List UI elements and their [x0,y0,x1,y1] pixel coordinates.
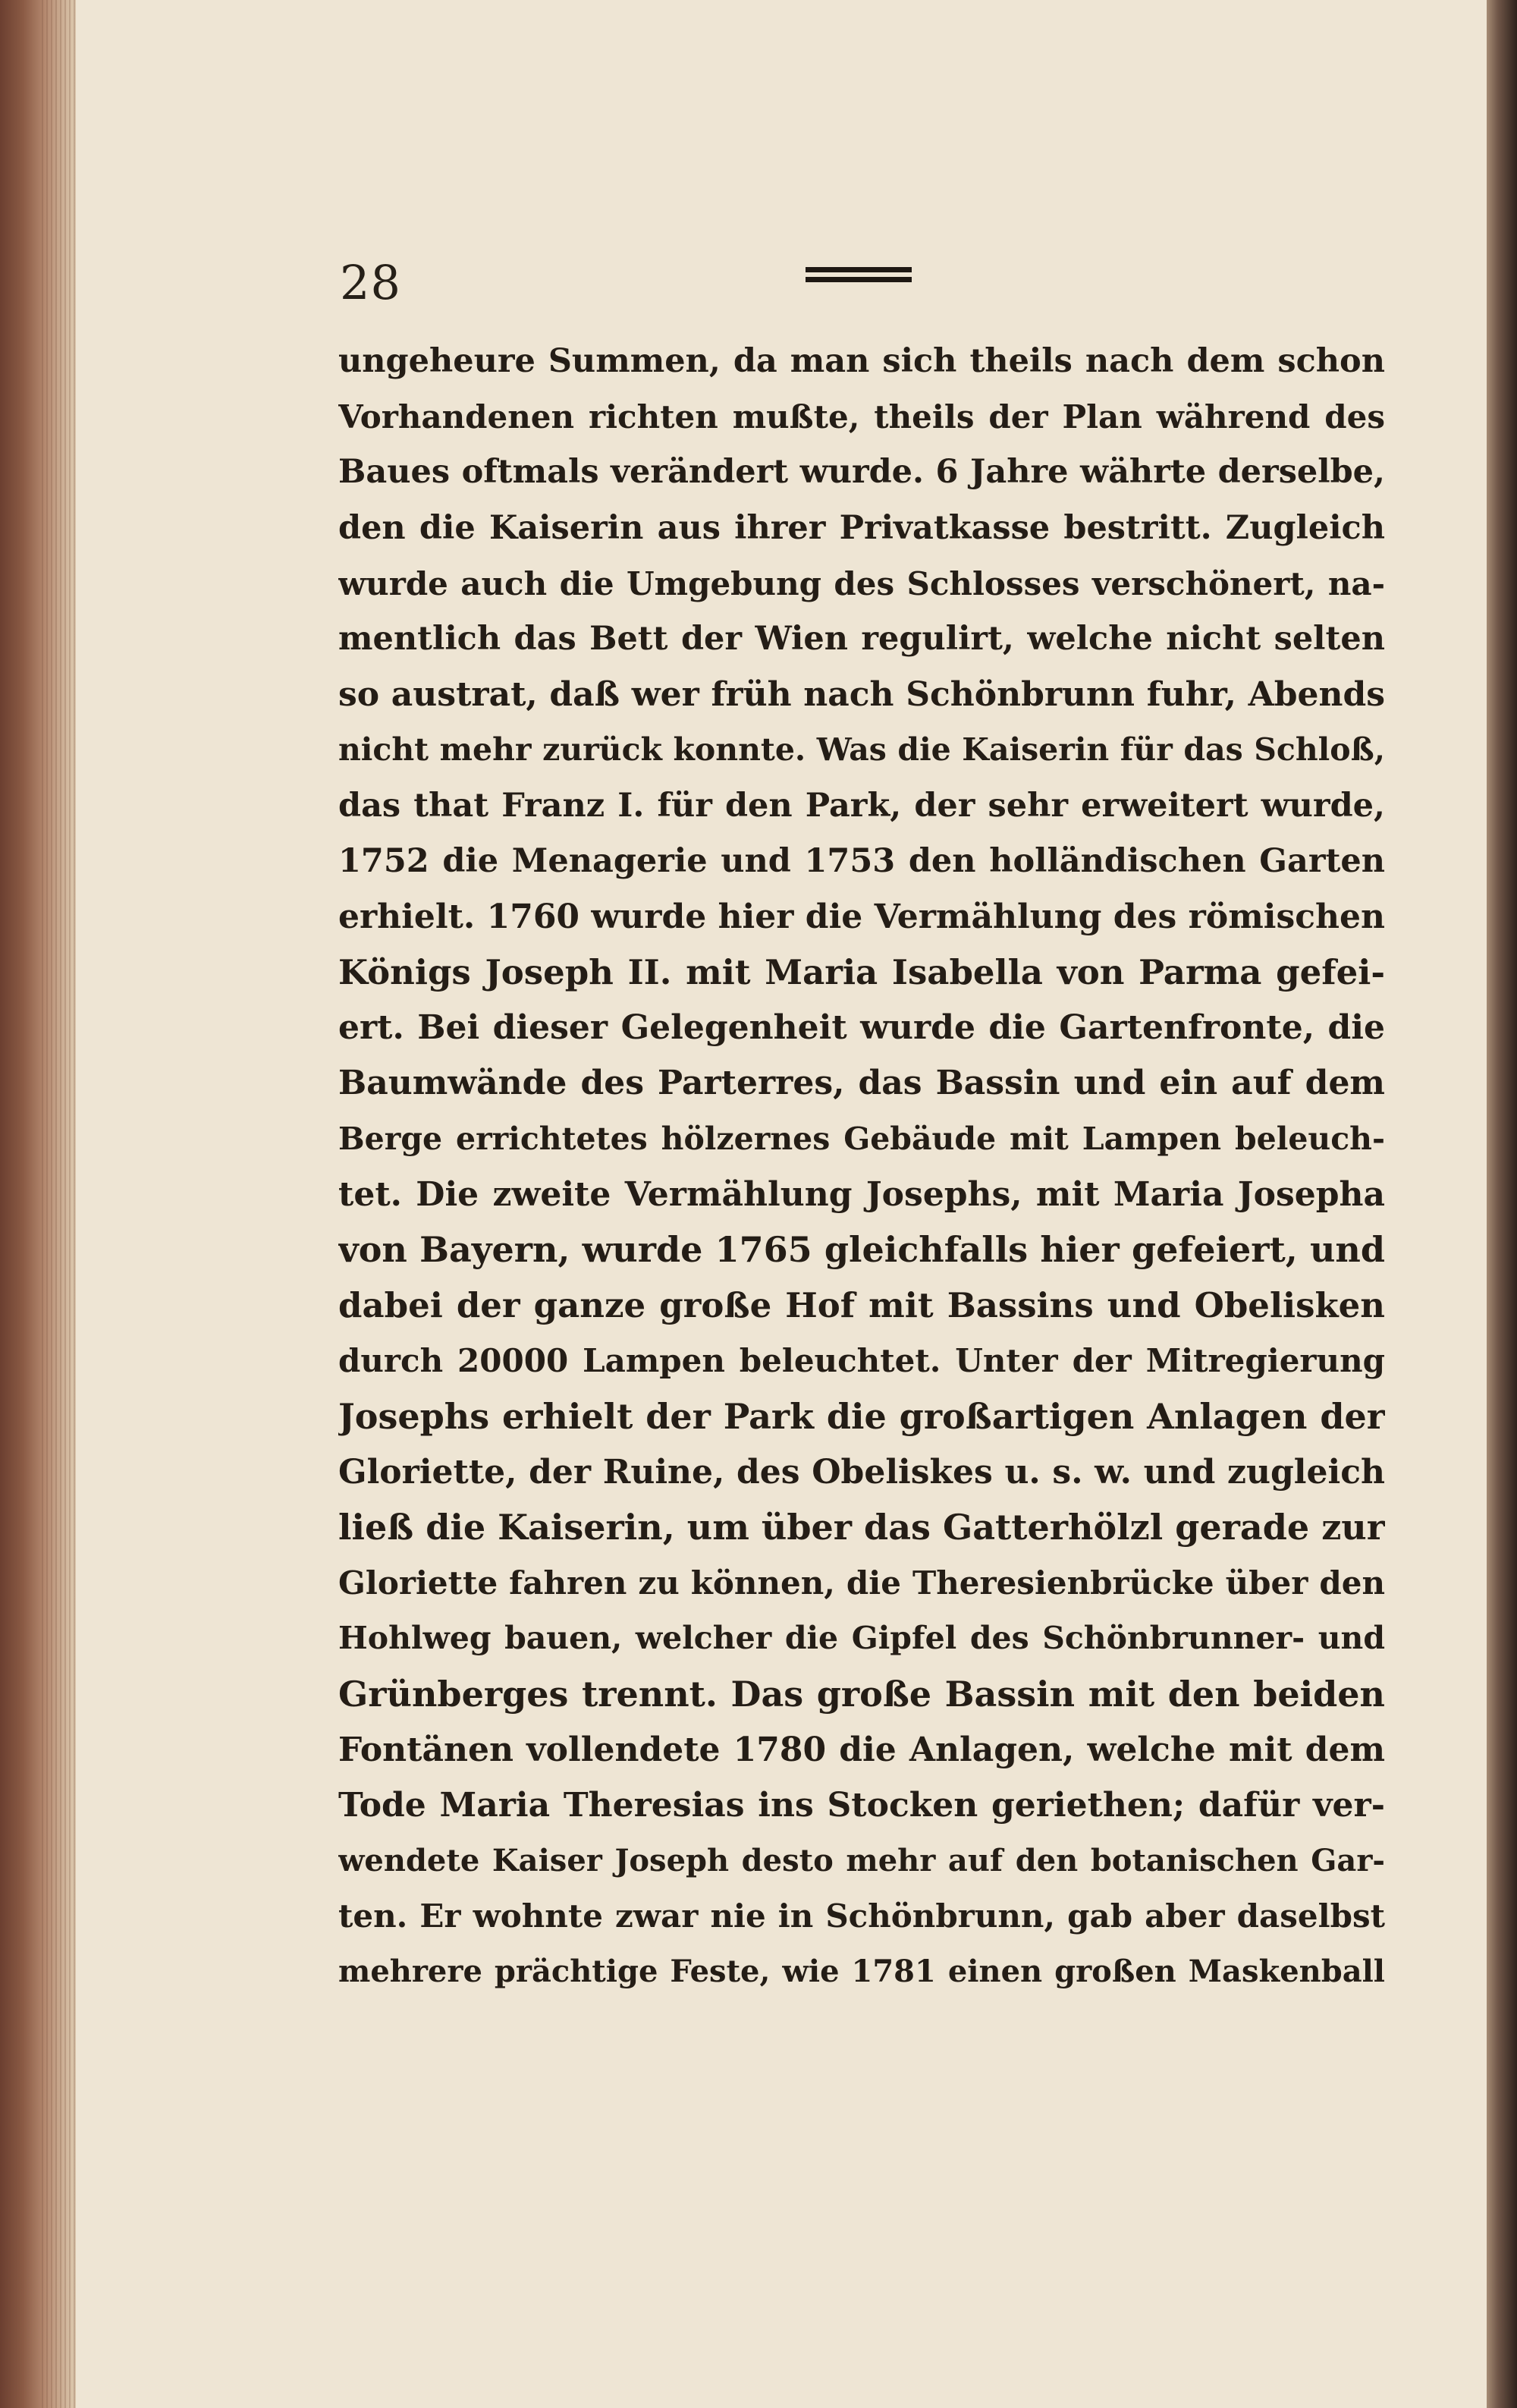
text-line: 1752 die Menagerie und 1753 den holländischen Garten [338,841,1385,880]
book-page-edges [42,0,78,2408]
text-line: mentlich das Bett der Wien regulirt, welche nicht selten [338,619,1385,658]
text-line: Königs Joseph II. mit Maria Isabella von Parma gefei- [338,952,1385,993]
text-line: ungeheure Summen, da man sich theils nach dem schon [338,342,1385,380]
text-line: von Bayern, wurde 1765 gleichfalls hier gefeiert, und [338,1229,1385,1270]
text-line: ten. Er wohnte zwar nie in Schönbrunn, gab aber daselbst [338,1897,1385,1935]
text-line: erhielt. 1760 wurde hier die Vermählung des römischen [338,897,1385,936]
body-text [338,334,1385,2000]
text-line: das that Franz I. für den Park, der sehr erweitert wurde, [338,786,1385,825]
text-line: mehrere prächtige Feste, wie 1781 einen großen Maskenball [338,1954,1385,1990]
text-line: Grünberges trennt. Das große Bassin mit den beiden [338,1673,1385,1715]
text-line: Gloriette, der Ruine, des Obeliskes u. s. w. und zugleich [338,1452,1385,1492]
header-double-rule [806,267,912,284]
text-line: Berge errichtetes hölzernes Gebäude mit Lampen beleuch- [338,1120,1385,1157]
text-line: Tode Maria Theresias ins Stocken geriethen; dafür ver- [338,1785,1385,1825]
text-line: Fontänen vollendete 1780 die Anlagen, welche mit dem [338,1730,1385,1769]
text-line: Josephs erhielt der Park die großartigen Anlagen der [338,1395,1385,1437]
text-line: Gloriette fahren zu können, die Theresienbrücke über den [338,1564,1385,1602]
text-line: wurde auch die Umgebung des Schlosses verschönert, na- [338,564,1385,602]
text-line: dabei der ganze große Hof mit Bassins und Obelisken [338,1285,1385,1326]
text-line: ließ die Kaiserin, um über das Gatterhölzl gerade zur [338,1506,1385,1548]
text-line: ert. Bei dieser Gelegenheit wurde die Gartenfronte, die [338,1008,1385,1048]
text-line: durch 20000 Lampen beleuchtet. Unter der Mitregierung [338,1342,1385,1380]
header-rule-top [806,267,912,272]
text-line: den die Kaiserin aus ihrer Privatkasse bestritt. Zugleich [338,508,1385,547]
text-line: Hohlweg bauen, welcher die Gipfel des Schönbrunner- und [338,1620,1385,1657]
text-line: Baues oftmals verändert wurde. 6 Jahre währte derselbe, [338,453,1385,492]
text-line: wendete Kaiser Joseph desto mehr auf den botanischen Gar- [338,1843,1385,1879]
text-line: nicht mehr zurück konnte. Was die Kaiserin für das Schloß, [338,731,1385,769]
page-number: 28 [340,255,401,310]
text-line: Vorhandenen richten mußte, theils der Plan während des [338,398,1385,436]
text-line: Baumwände des Parterres, das Bassin und ein auf dem [338,1064,1385,1103]
text-line: so austrat, daß wer früh nach Schönbrunn fuhr, Abends [338,675,1385,715]
header-rule-bottom [806,277,912,282]
text-line: tet. Die zweite Vermählung Josephs, mit Maria Josepha [338,1174,1385,1214]
